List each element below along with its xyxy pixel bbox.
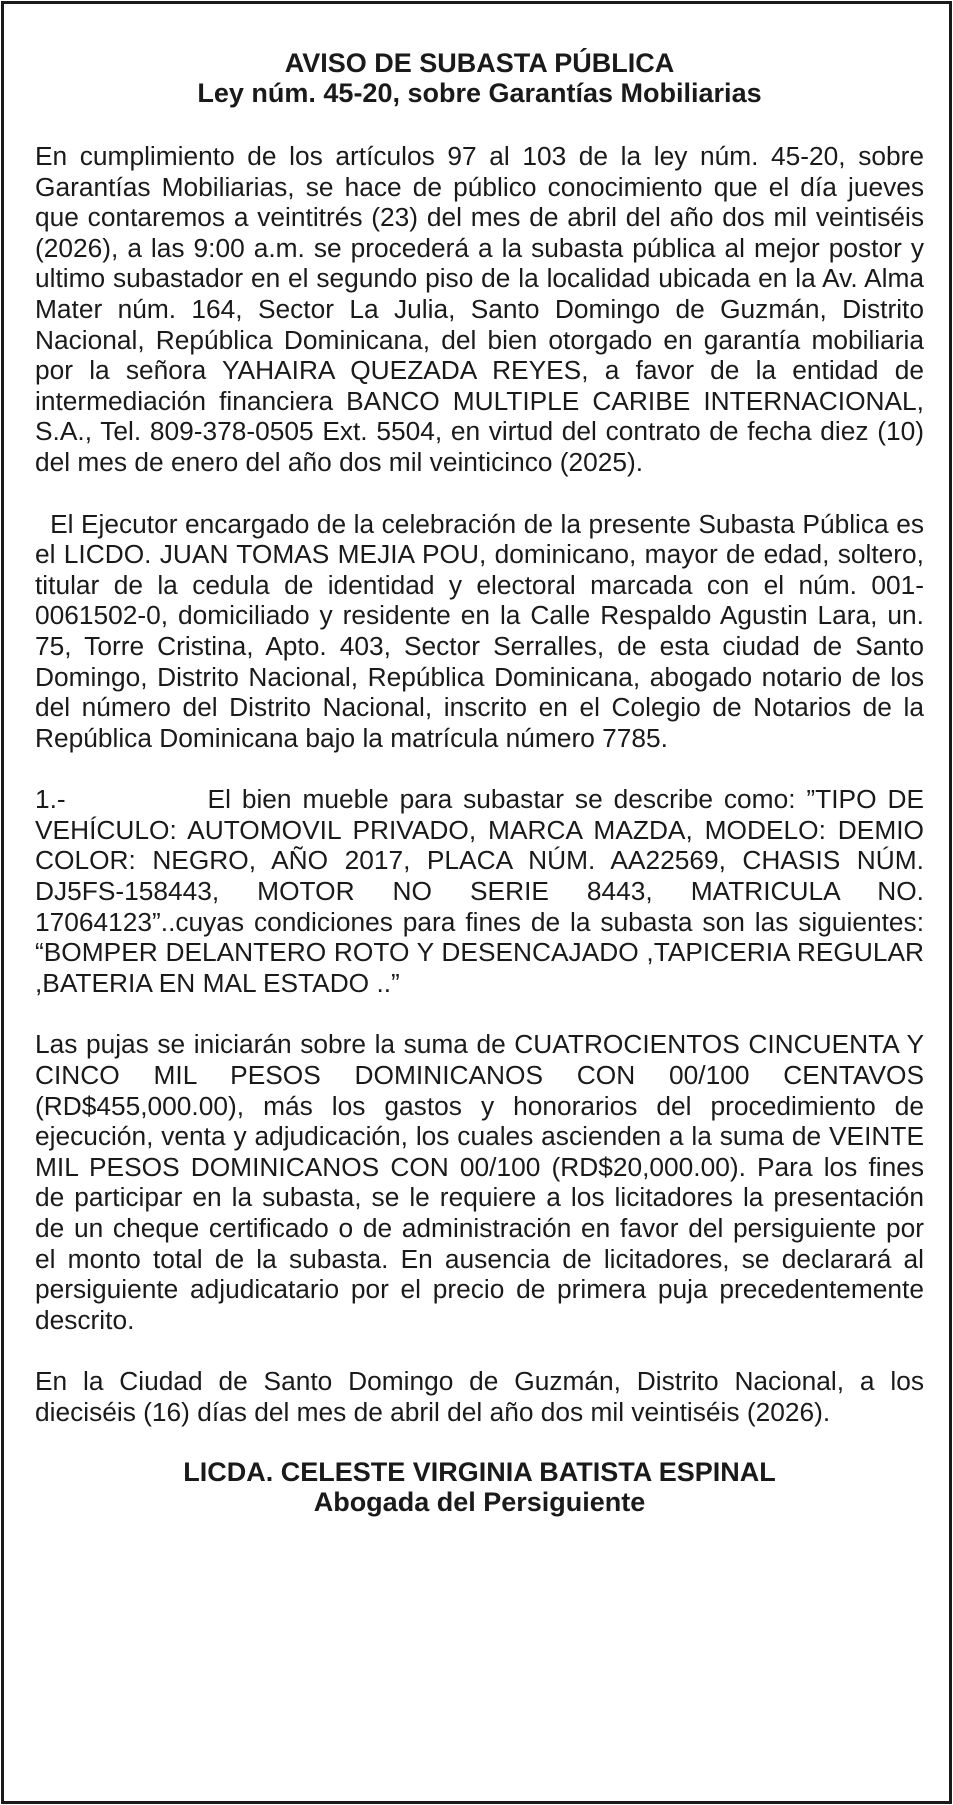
paragraph-vehicle-description: 1.- El bien mueble para subastar se describe como: ”TIPO DE VEHÍCULO: AUTOMOVIL PRIVADO, MARCA MAZDA, MODELO: DEMIO COLOR: NEGRO, AÑO 2017, PLACA NÚM. AA22569, CHASIS NÚM. DJ5FS-158443, MOTOR NO SERIE 8443, MATRICULA NO. 17064123”..cuyas condiciones para fines de la subasta son las siguientes: “BOMPER DELANTERO ROTO Y DESENCAJADO ,TAPICERIA REGULAR ,BATERIA EN MAL ESTADO ..” (35, 784, 932, 998)
signature-role: Abogada del Persiguiente (313, 1486, 646, 1517)
notice-title: AVISO DE SUBASTA PÚBLICA (284, 48, 675, 78)
notice-body (35, 48, 932, 1517)
notice-border (1, 1, 952, 1804)
signature-name: LICDA. CELESTE VIRGINIA BATISTA ESPINAL (183, 1456, 776, 1487)
paragraph-executor: El Ejecutor encargado de la celebración de la presente Subasta Pública es el LICDO. JUAN TOMAS MEJIA POU, dominicano, mayor de edad, soltero, titular de la cedula de identidad y electoral marcada con el núm. 001-0061502-0, domiciliado y residente en la Calle Respaldo Agustin Lara, un. 75, Torre Cristina, Apto. 403, Sector Serralles, de esta ciudad de Santo Domingo, Distrito Nacional, República Dominicana, abogado notario de los del número del Distrito Nacional, inscrito en el Colegio de Notarios de la República Dominicana bajo la matrícula número 7785. (35, 508, 932, 753)
paragraph-date-place: En la Ciudad de Santo Domingo de Guzmán, Distrito Nacional, a los dieciséis (16) días del mes de abril del año dos mil veintiséis (2026). (35, 1366, 924, 1427)
paragraph-bidding-terms: Las pujas se iniciarán sobre la suma de CUATROCIENTOS CINCUENTA Y CINCO MIL PESOS DOMINICANOS CON 00/100 CENTAVOS (RD$455,000.00), más los gastos y honorarios del procedimiento de ejecución, venta y adjudicación, los cuales ascienden a la suma de VEINTE MIL PESOS DOMINICANOS CON 00/100 (RD$20,000.00). Para los fines de participar en la subasta, se le requiere a los licitadores la presentación de un cheque certificado o de administración en favor del persiguiente por el monto total de la subasta. En ausencia de licitadores, se declarará al persiguiente adjudicatario por el precio de primera puja precedentemente descrito. (35, 1029, 924, 1335)
paragraph-auction-announcement: En cumplimiento de los artículos 97 al 103 de la ley núm. 45-20, sobre Garantías Mobiliarias, se hace de público conocimiento que el día jueves que contaremos a veintitrés (23) del mes de abril del año dos mil veintiséis (2026), a las 9:00 a.m. se procederá a la subasta pública al mejor postor y ultimo subastador en el segundo piso de la localidad ubicada en la Av. Alma Mater núm. 164, Sector La Julia, Santo Domingo de Guzmán, Distrito Nacional, República Dominicana, del bien otorgado en garantía mobiliaria por la señora YAHAIRA QUEZADA REYES, a favor de la entidad de intermediación financiera BANCO MULTIPLE CARIBE INTERNACIONAL, S.A., Tel. 809-378-0505 Ext. 5504, en virtud del contrato de fecha diez (10) del mes de enero del año dos mil veinticinco (2025). (35, 141, 924, 477)
notice-subtitle: Ley núm. 45-20, sobre Garantías Mobiliarias (197, 78, 762, 108)
